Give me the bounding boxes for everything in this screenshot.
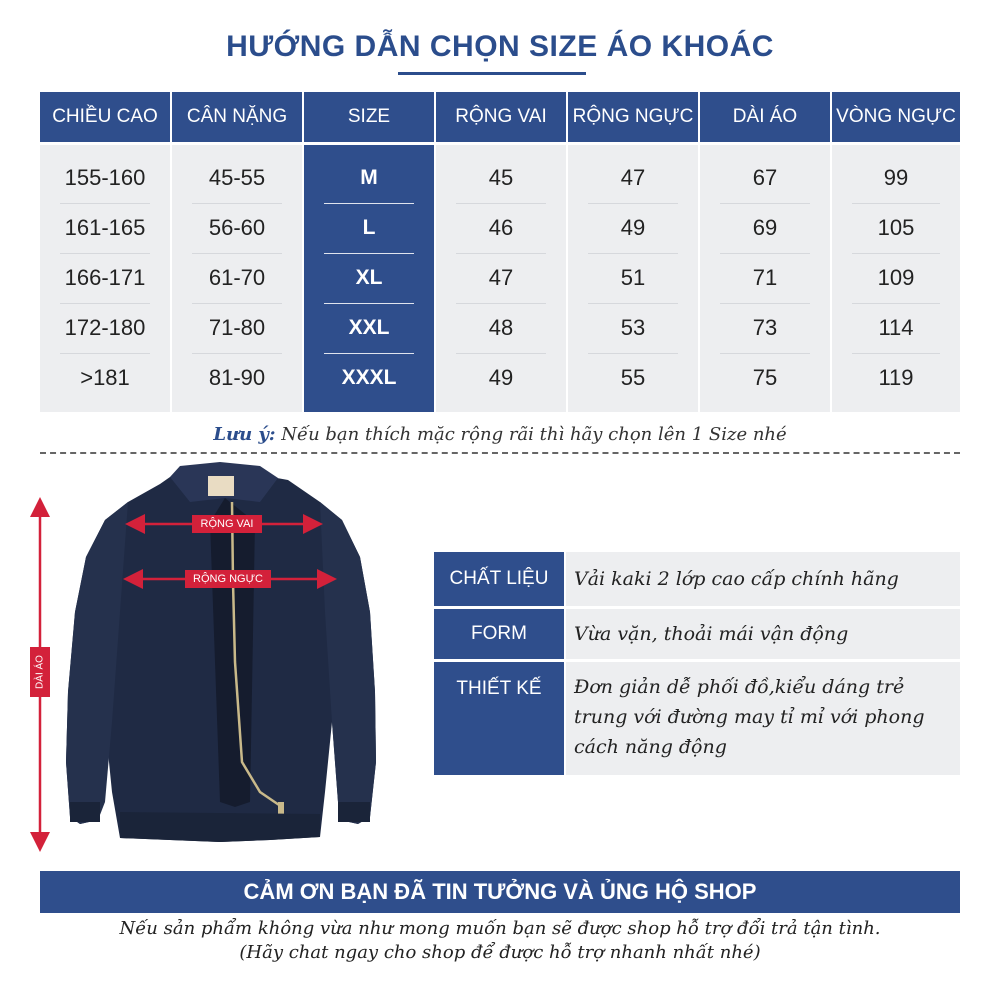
product-info-table [434, 552, 960, 775]
jacket-sleeve-right [320, 502, 376, 824]
cell-weight: 81-90 [208, 365, 266, 390]
cell-chest: 51 [620, 265, 646, 290]
header-height: CHIỀU CAO [40, 92, 170, 142]
cell-length: 73 [752, 315, 778, 340]
cell-chest: 53 [620, 315, 646, 340]
dashed-divider [40, 452, 960, 454]
footer-line-2: (Hãy chat ngay cho shop để được hỗ trợ nhanh nhất nhé) [239, 942, 761, 963]
note-text: Nếu bạn thích mặc rộng rãi thì hãy chọn lên 1 Size nhé [281, 424, 787, 445]
info-value-design: Đơn giản dễ phối đồ,kiểu dáng trẻ trung với đường may tỉ mỉ với phong cách năng động [566, 662, 960, 775]
header-weight: CÂN NẶNG [172, 92, 302, 142]
jacket-cuff-left [70, 802, 100, 822]
cell-weight: 56-60 [208, 215, 266, 240]
cell-size: L [362, 216, 376, 239]
cell-height: 166-171 [64, 265, 146, 290]
jacket-label [208, 476, 234, 496]
cell-height: 155-160 [64, 165, 146, 190]
jacket-illustration [20, 462, 390, 862]
thank-you-banner: CẢM ƠN BẠN ĐÃ TIN TƯỞNG VÀ ỦNG HỘ SHOP [40, 871, 960, 913]
cell-chest-circumference: 105 [877, 215, 915, 240]
cell-height: 172-180 [64, 315, 146, 340]
jacket-cuff-right [338, 802, 370, 822]
cell-shoulder: 49 [488, 365, 514, 390]
note-label: Lưu ý: [213, 424, 276, 445]
title-underline [398, 72, 586, 75]
info-value-material: Vải kaki 2 lớp cao cấp chính hãng [566, 552, 960, 606]
cell-size: XXL [348, 316, 390, 339]
cell-chest-circumference: 109 [877, 265, 915, 290]
cell-weight: 45-55 [208, 165, 266, 190]
cell-length: 67 [752, 165, 778, 190]
cell-chest-circumference: 119 [878, 365, 914, 390]
header-size: SIZE [304, 92, 434, 142]
cell-chest: 49 [620, 215, 646, 240]
cell-chest-circumference: 99 [883, 165, 909, 190]
header-chest-circumference: VÒNG NGỰC [832, 92, 960, 142]
cell-chest: 55 [620, 365, 646, 390]
cell-shoulder: 46 [488, 215, 514, 240]
shoulder-label: RỘNG VAI [200, 517, 254, 530]
page-title: HƯỚNG DẪN CHỌN SIZE ÁO KHOÁC [226, 30, 774, 63]
cell-shoulder: 47 [488, 265, 514, 290]
size-table [40, 92, 960, 412]
header-chest: RỘNG NGỰC [568, 92, 698, 142]
jacket-hem [120, 812, 320, 842]
cell-weight: 71-80 [208, 315, 266, 340]
info-label-form: FORM [434, 609, 564, 659]
info-label-material: CHẤT LIỆU [434, 552, 564, 606]
cell-height: >181 [80, 365, 130, 390]
info-value-form: Vừa vặn, thoải mái vận động [566, 609, 960, 659]
header-length: DÀI ÁO [700, 92, 830, 142]
zipper-pull [278, 802, 284, 814]
cell-chest: 47 [620, 165, 646, 190]
cell-size: XXXL [341, 366, 397, 389]
cell-height: 161-165 [64, 215, 146, 240]
chest-label: RỘNG NGỰC [193, 572, 263, 585]
cell-chest-circumference: 114 [878, 315, 914, 340]
cell-shoulder: 45 [488, 165, 514, 190]
cell-weight: 61-70 [208, 265, 266, 290]
header-shoulder: RỘNG VAI [436, 92, 566, 142]
cell-size: XL [355, 266, 383, 289]
size-table-body [40, 145, 960, 412]
cell-length: 71 [752, 265, 778, 290]
info-label-design: THIẾT KẾ [434, 662, 564, 775]
cell-shoulder: 48 [488, 315, 514, 340]
size-table-header [40, 92, 960, 142]
footer-line-1: Nếu sản phẩm không vừa như mong muốn bạn sẽ được shop hỗ trợ đổi trả tận tình. [119, 918, 881, 939]
cell-length: 75 [752, 365, 778, 390]
length-label: DÀI ÁO [34, 655, 46, 689]
cell-length: 69 [752, 215, 778, 240]
cell-size: M [360, 166, 378, 189]
size-note [0, 424, 1000, 445]
